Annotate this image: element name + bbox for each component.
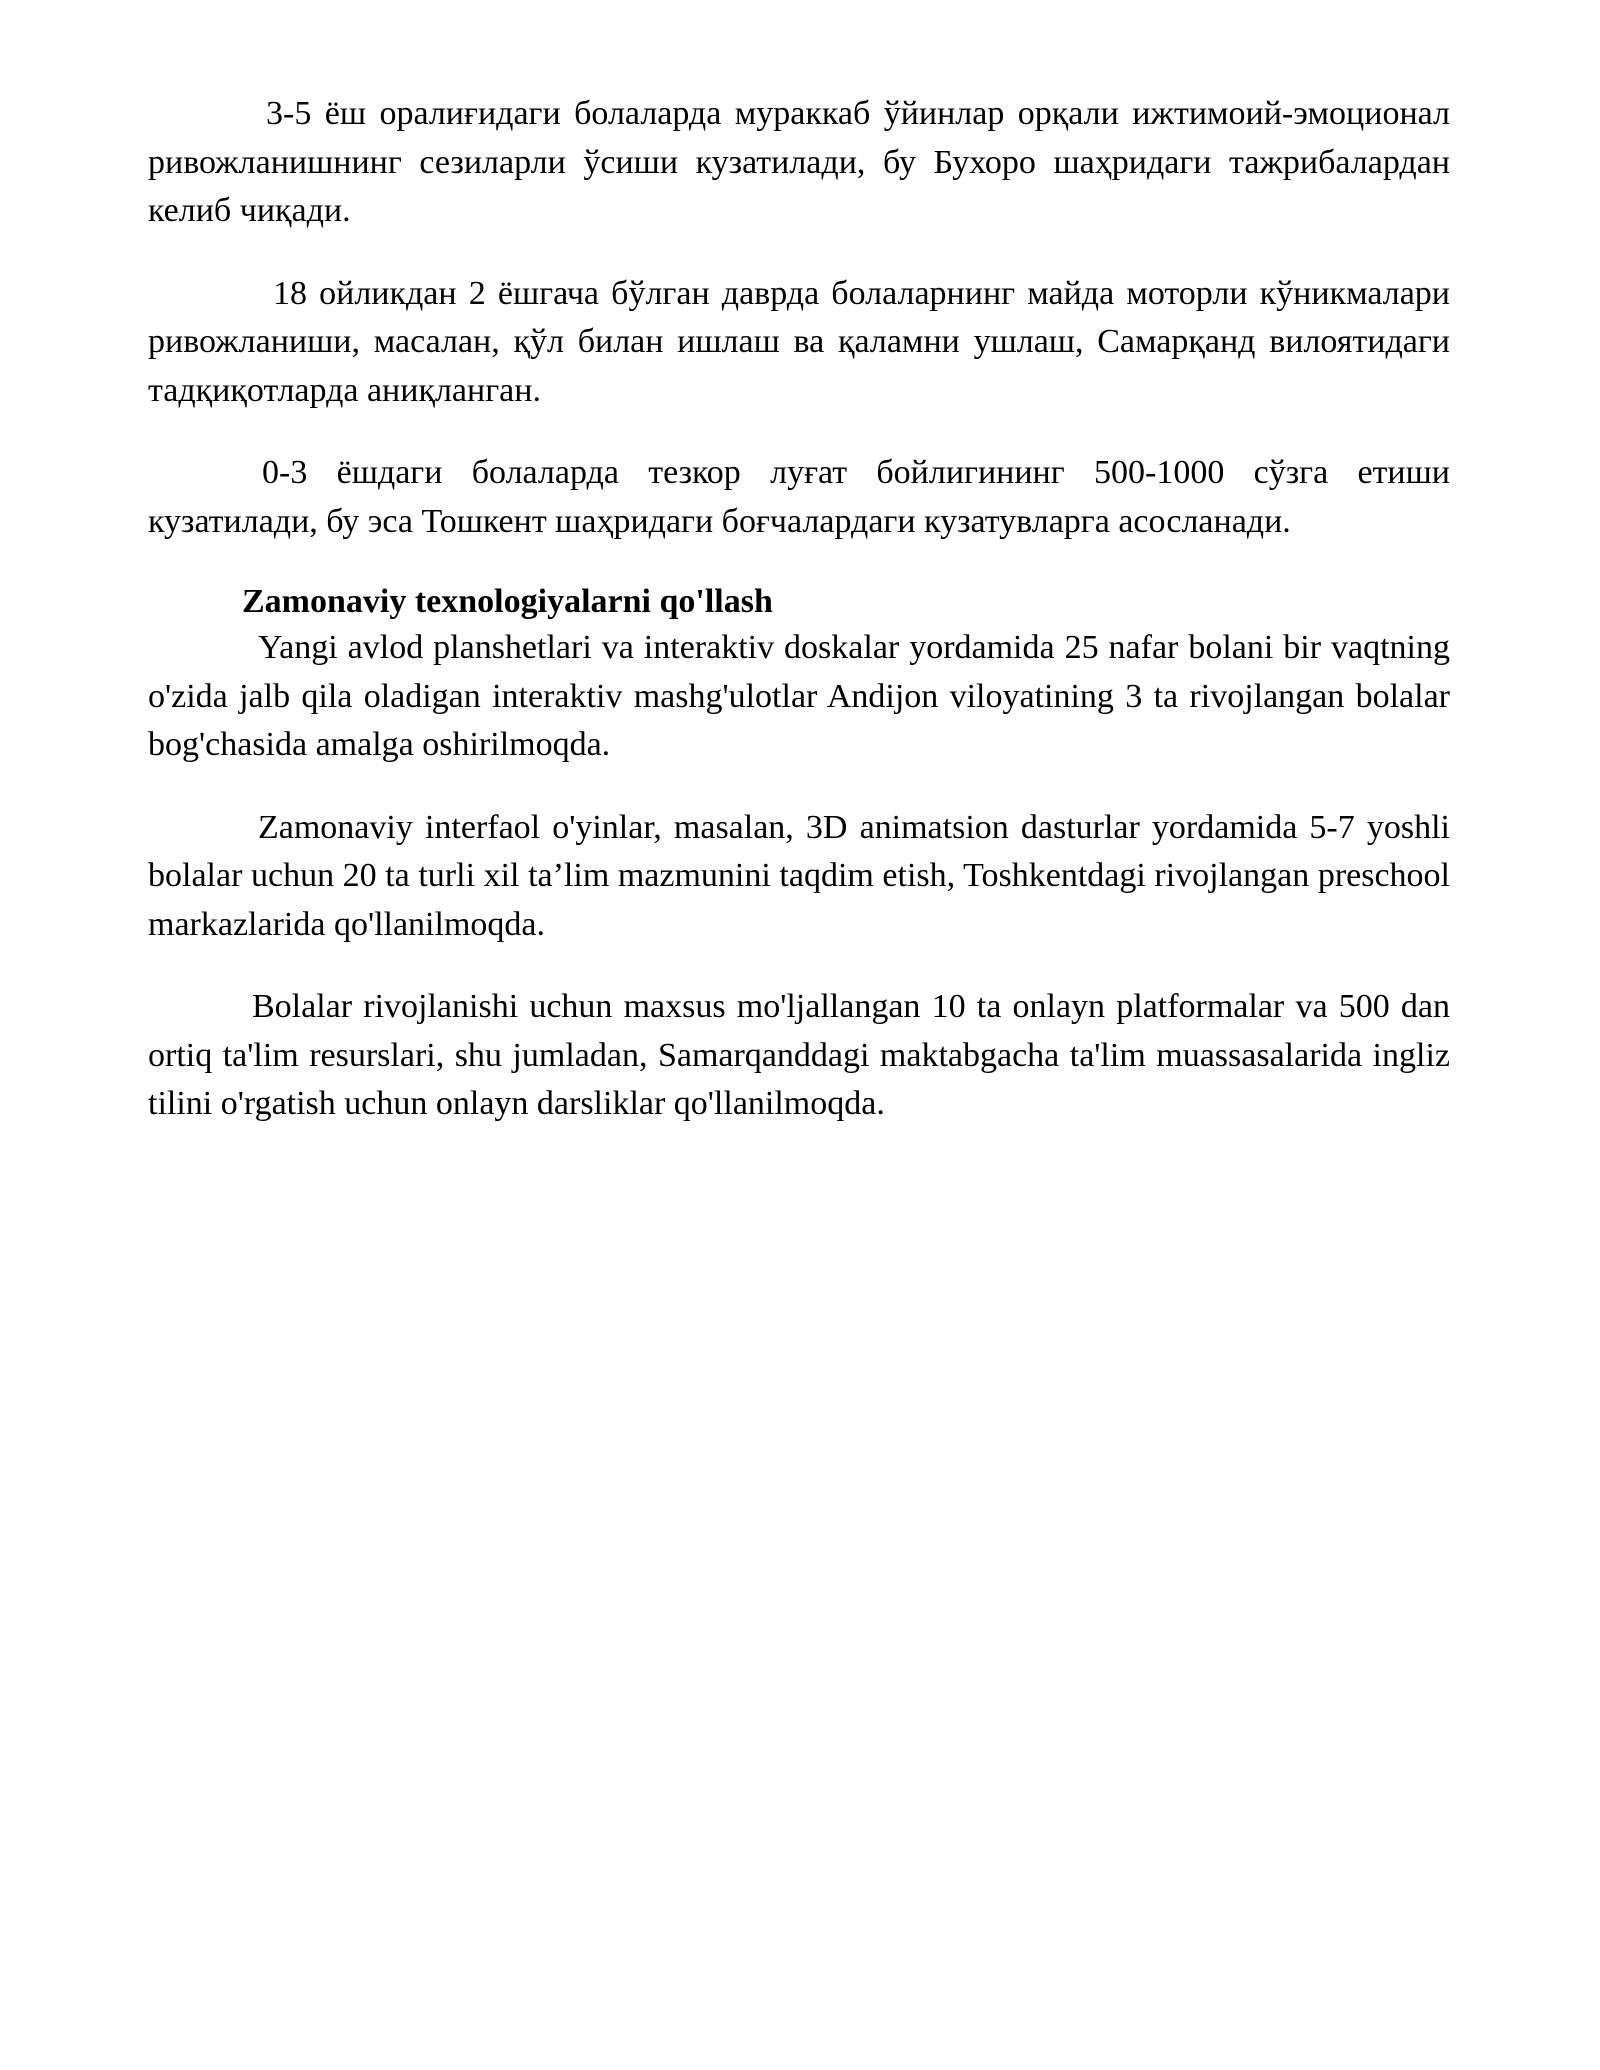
paragraph-interactive-games: Zamonaviy interfaol o'yinlar, masalan, 3D animatsion dasturlar yordamida 5-7 yoshli bolalar uchun 20 ta turli xil ta’lim mazmunini taqdim etish, Toshkentdagi rivojlangan preschool markazlarida qo'llanilmoqda. — [148, 808, 1450, 943]
paragraph-18-months: 18 ойликдан 2 ёшгача бўлган даврда болаларнинг майда моторли кўникмалари ривожланиши, масалан, қўл билан ишлаш ва қаламни ушлаш, Самарқанд вилоятидаги тадқиқотларда аниқланган. — [148, 274, 1450, 409]
document-body — [148, 90, 1450, 1129]
paragraph-online-platforms: Bolalar rivojlanishi uchun maxsus mo'ljallangan 10 ta onlayn platformalar va 500 dan ortiq ta'lim resurslari, shu jumladan, Samarqanddagi maktabgacha ta'lim muassasalarida ingliz tilini o'rgatish uchun onlayn darsliklar qo'llanilmoqda. — [148, 988, 1450, 1122]
section-heading: Zamonaviy texnologiyalarni qo'llash — [242, 583, 773, 620]
paragraph-age-3-5: 3-5 ёш оралиғидаги болаларда мураккаб ўйинлар орқали ижтимоий-эмоционал ривожланишнинг сезиларли ўсиши кузатилади, бу Бухоро шаҳридаги тажрибалардан келиб чиқади. — [148, 95, 1450, 229]
paragraph-vocabulary: 0-3 ёшдаги болаларда тезкор луғат бойлигининг 500-1000 сўзга етиши кузатилади, бу эса Тошкент шаҳридаги боғчалардаги кузатувларга асосланади. — [148, 454, 1450, 540]
paragraph-tablets: Yangi avlod planshetlari va interaktiv doskalar yordamida 25 nafar bolani bir vaqtning o'zida jalb qila oladigan interaktiv mashg'ulotlar Andijon viloyatining 3 ta rivojlangan bolalar bog'chasida amalga oshirilmoqda. — [148, 629, 1450, 763]
